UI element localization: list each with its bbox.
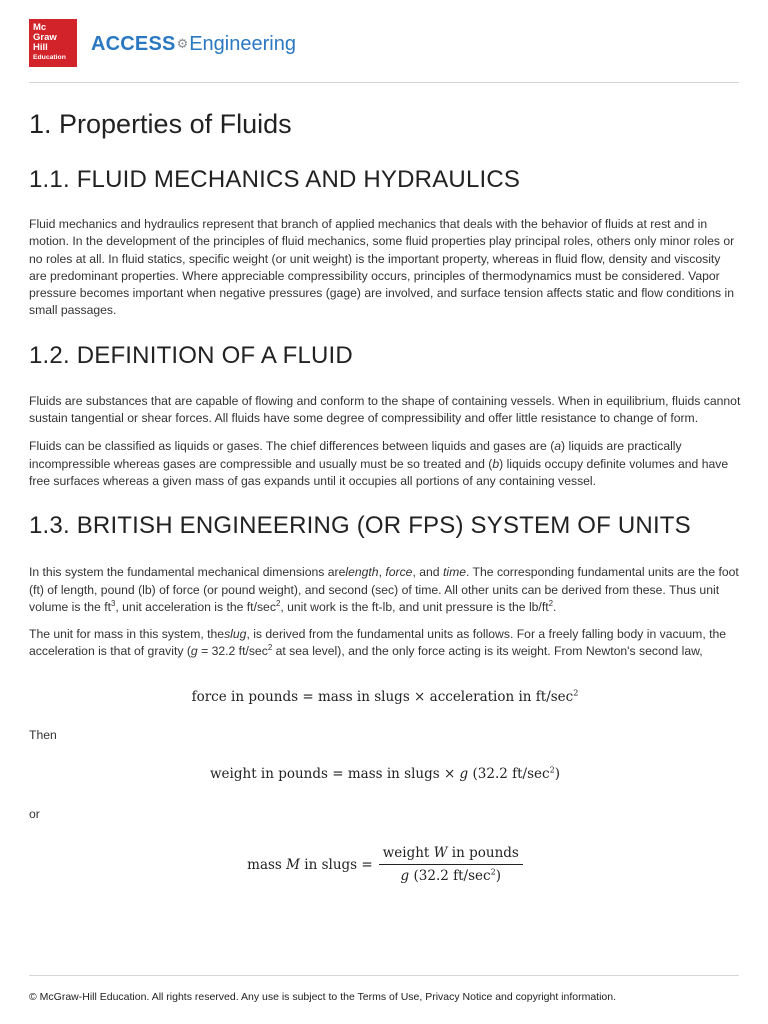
gear-icon: ⚙ bbox=[176, 36, 189, 51]
section-heading: 1.3. BRITISH ENGINEERING (OR FPS) SYSTEM OF UNITS bbox=[29, 512, 691, 540]
paragraph: or bbox=[29, 807, 40, 822]
paragraph: The unit for mass in this system, theslug, is derived from the fundamental units as follows. For a freely falling body in vacuum, the acceleration is that of gravity (g = 32.2 $ft/\sec^2$ at sea level), and the only force acting is its weight. From Newton's second law, bbox=[29, 627, 727, 659]
logo-line: Hill bbox=[33, 42, 48, 53]
header-divider bbox=[29, 82, 739, 83]
logo-access-text: ACCESS bbox=[91, 32, 176, 55]
mcgraw-hill-logo[interactable] bbox=[29, 19, 77, 67]
paragraph: Fluid mechanics and hydraulics represent that branch of applied mechanics that deals with the behavior of fluids at rest and in motion. In the development of the principles of fluid mechanics, some fluid properties play principal roles, others only minor roles or no roles at all. In fluid statics, specific weight (or unit weight) is the important property, whereas in fluid flow, density and viscosity are predominant properties. Where appreciable compressibility occurs, principles of thermodynamics must be considered. Vapor pressure becomes important when negative pressures (gage) are involved, and surface tension affects static and flow conditions in small passages. bbox=[29, 217, 735, 318]
fraction-numerator: weight W in pounds bbox=[379, 845, 523, 865]
copyright-notice: © McGraw-Hill Education. All rights reserved. Any use is subject to the Terms of Use, Privacy Notice and copyright information. bbox=[29, 991, 617, 1003]
chapter-title: 1. Properties of Fluids bbox=[29, 109, 292, 139]
equation-force: force in pounds = mass in slugs × acceleration in $ft/\sec^2$ bbox=[191, 687, 579, 705]
paragraph: Fluids are substances that are capable of flowing and conform to the shape of containing vessels. When in equilibrium, fluids cannot sustain tangential or shear forces. All fluids have some degree of compressibility and offer little resistance to change of form. bbox=[29, 393, 741, 426]
equation-mass bbox=[29, 845, 741, 884]
footer-divider bbox=[29, 975, 739, 976]
logo-engineering-text: Engineering bbox=[189, 32, 296, 55]
logo-line: Graw bbox=[33, 32, 57, 43]
logo-line: Education bbox=[33, 54, 66, 61]
equation-lhs: mass M in slugs = bbox=[247, 856, 373, 873]
document-body bbox=[29, 106, 741, 884]
section-heading: 1.1. FLUID MECHANICS AND HYDRAULICS bbox=[29, 166, 521, 193]
section-heading: 1.2. DEFINITION OF A FLUID bbox=[29, 341, 353, 369]
fraction-denominator: g (32.2 $ft/\sec^2$) bbox=[400, 866, 501, 885]
access-engineering-logo[interactable] bbox=[91, 31, 296, 57]
paragraph: Fluids can be classified as liquids or gases. The chief differences between liquids and gases are (a) liquids are practically incompressible whereas gases are compressible and usually must be so treated and (b) liquids occupy definite volumes and have free surfaces whereas a given mass of gas expands until it occupies all portions of any containing vessel. bbox=[29, 439, 729, 488]
paragraph: Then bbox=[29, 727, 57, 742]
logo-line: Mc bbox=[33, 22, 47, 33]
header bbox=[29, 19, 739, 67]
paragraph: In this system the fundamental mechanical dimensions arelength, force, and time. The corresponding fundamental units are the foot (ft) of length, pound (lb) of force (or pound weight), and second (sec) of time. All other units can be derived from these. Thus unit volume is the $ft^3$, unit acceleration is the $ft/\sec^2$, unit work is the ft-lb, and unit pressure is the $lb/ft^2$. bbox=[29, 565, 739, 614]
equation-fraction bbox=[379, 845, 523, 884]
equation-weight: weight in pounds = mass in slugs × g (32.2 $ft/\sec^2$) bbox=[210, 764, 560, 783]
